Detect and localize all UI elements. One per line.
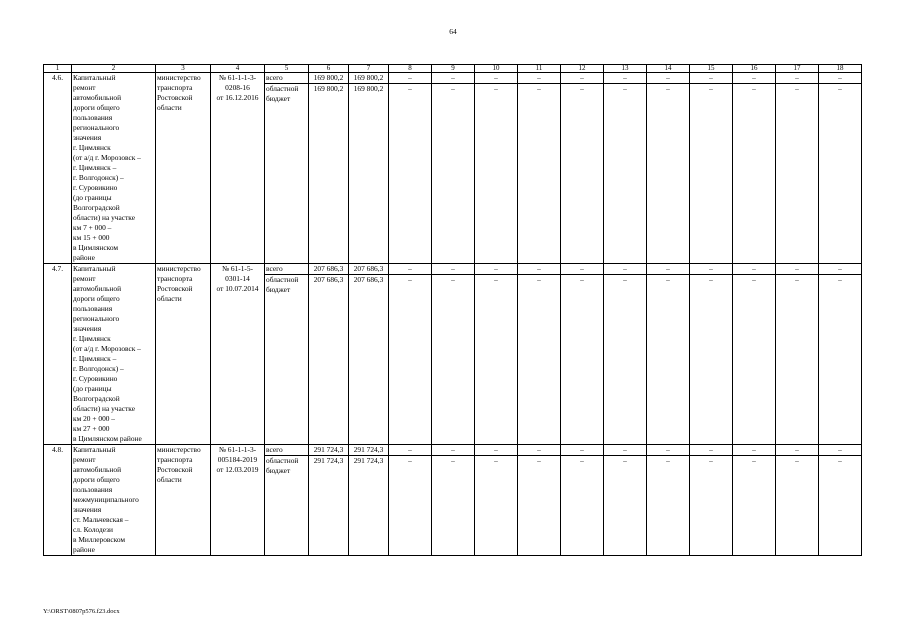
empty-value: – — [647, 84, 690, 264]
cell-line: № 61-1-1-3- — [218, 73, 257, 82]
cell-line: районе — [73, 253, 95, 262]
cell-line: межмуниципального — [73, 495, 139, 504]
empty-value: – — [604, 73, 647, 84]
cell-line: области) на участке — [73, 404, 135, 413]
empty-value: – — [604, 445, 647, 456]
cell-line: бюджет — [266, 285, 291, 294]
cell-line: автомобильной — [73, 465, 122, 474]
amount-v7: 291 724,3 — [349, 445, 389, 456]
empty-value: – — [432, 456, 475, 556]
empty-value: – — [389, 73, 432, 84]
empty-value: – — [561, 456, 604, 556]
empty-value: – — [819, 73, 862, 84]
cell-line: г. Суровикино — [73, 183, 118, 192]
table-row — [44, 73, 862, 84]
empty-value: – — [819, 84, 862, 264]
empty-value: – — [518, 275, 561, 445]
empty-value: – — [475, 445, 518, 456]
cell-line: км 20 + 000 – — [73, 414, 115, 423]
cell-line: ремонт — [73, 455, 96, 464]
empty-value: – — [776, 264, 819, 275]
amount-v6: 169 800,2 — [309, 84, 349, 264]
column-header-5: 5 — [265, 65, 309, 73]
empty-value: – — [518, 73, 561, 84]
cell-line: 0301-14 — [225, 274, 250, 283]
cell-line: транспорта — [157, 455, 193, 464]
empty-value: – — [604, 275, 647, 445]
empty-value: – — [819, 275, 862, 445]
empty-value: – — [561, 445, 604, 456]
cell-line: Капитальный — [73, 445, 116, 454]
empty-value: – — [389, 275, 432, 445]
empty-value: – — [819, 456, 862, 556]
cell-line: области — [157, 294, 182, 303]
cell-line: от 16.12.2016 — [216, 93, 259, 102]
column-header-6: 6 — [309, 65, 349, 73]
cell-line: в Цимлянском — [73, 243, 119, 252]
object-description — [72, 264, 156, 445]
cell-line: значения — [73, 324, 102, 333]
document-number — [211, 445, 265, 556]
cell-line: Капитальный — [73, 73, 116, 82]
empty-value: – — [604, 264, 647, 275]
column-header-14: 14 — [647, 65, 690, 73]
cell-line: пользования — [73, 485, 113, 494]
amount-v6: 291 724,3 — [309, 445, 349, 456]
cell-line: г. Цимлянск – — [73, 163, 117, 172]
cell-line: дороги общего — [73, 475, 120, 484]
funding-source: всего — [265, 264, 309, 275]
cell-line: автомобильной — [73, 284, 122, 293]
empty-value: – — [733, 73, 776, 84]
empty-value: – — [475, 275, 518, 445]
empty-value: – — [733, 84, 776, 264]
empty-value: – — [561, 264, 604, 275]
cell-line: регионального — [73, 123, 120, 132]
empty-value: – — [561, 84, 604, 264]
cell-line: Ростовской — [157, 465, 193, 474]
empty-value: – — [432, 445, 475, 456]
table-row — [44, 445, 862, 456]
amount-v7: 291 724,3 — [349, 456, 389, 556]
empty-value: – — [690, 445, 733, 456]
amount-v7: 207 686,3 — [349, 264, 389, 275]
cell-line: бюджет — [266, 466, 291, 475]
amount-v7: 169 800,2 — [349, 73, 389, 84]
empty-value: – — [647, 275, 690, 445]
empty-value: – — [776, 84, 819, 264]
empty-value: – — [475, 84, 518, 264]
empty-value: – — [604, 456, 647, 556]
footer-file-path: Y:\ORST\0807p576.f23.docx — [43, 608, 120, 615]
cell-line: г. Цимлянск – — [73, 354, 117, 363]
empty-value: – — [518, 264, 561, 275]
cell-line: в Миллеровском — [73, 535, 126, 544]
cell-line: Ростовской — [157, 284, 193, 293]
organization — [156, 264, 211, 445]
amount-v7: 169 800,2 — [349, 84, 389, 264]
table-body — [44, 73, 862, 556]
cell-line: бюджет — [266, 94, 291, 103]
cell-line: ремонт — [73, 83, 96, 92]
empty-value: – — [733, 456, 776, 556]
cell-line: Капитальный — [73, 264, 116, 273]
object-description — [72, 445, 156, 556]
object-description — [72, 73, 156, 264]
cell-line: № 61-1-5- — [221, 264, 254, 273]
cell-line: министерство — [157, 445, 201, 454]
funding-source: всего — [265, 445, 309, 456]
row-number: 4.8. — [44, 445, 72, 556]
cell-line: дороги общего — [73, 294, 120, 303]
amount-v6: 207 686,3 — [309, 264, 349, 275]
table-row — [44, 264, 862, 275]
empty-value: – — [432, 264, 475, 275]
empty-value: – — [475, 264, 518, 275]
header-row — [44, 65, 862, 73]
empty-value: – — [690, 456, 733, 556]
cell-line: министерство — [157, 73, 201, 82]
cell-line: г. Волгодонск) – — [73, 364, 124, 373]
funding-source — [265, 456, 309, 556]
column-header-1: 1 — [44, 65, 72, 73]
row-number: 4.7. — [44, 264, 72, 445]
empty-value: – — [561, 73, 604, 84]
amount-v6: 291 724,3 — [309, 456, 349, 556]
empty-value: – — [647, 73, 690, 84]
empty-value: – — [389, 84, 432, 264]
cell-line: (от а/д г. Морозовск – — [73, 344, 141, 353]
cell-line: г. Цимлянск — [73, 143, 111, 152]
cell-line: от 10.07.2014 — [216, 284, 259, 293]
column-header-12: 12 — [561, 65, 604, 73]
empty-value: – — [475, 73, 518, 84]
cell-line: регионального — [73, 314, 120, 323]
empty-value: – — [518, 456, 561, 556]
cell-line: (до границы — [73, 193, 112, 202]
cell-line: сл. Колодези — [73, 525, 113, 534]
amount-v7: 207 686,3 — [349, 275, 389, 445]
cell-line: км 7 + 000 – — [73, 223, 112, 232]
empty-value: – — [475, 456, 518, 556]
cell-line: областной — [266, 275, 299, 284]
column-header-13: 13 — [604, 65, 647, 73]
empty-value: – — [432, 275, 475, 445]
empty-value: – — [690, 264, 733, 275]
empty-value: – — [518, 445, 561, 456]
cell-line: г. Волгодонск) – — [73, 173, 124, 182]
document-number — [211, 73, 265, 264]
cell-line: транспорта — [157, 83, 193, 92]
empty-value: – — [690, 275, 733, 445]
empty-value: – — [733, 264, 776, 275]
empty-value: – — [819, 445, 862, 456]
column-header-7: 7 — [349, 65, 389, 73]
cell-line: ст. Мальчевская – — [73, 515, 129, 524]
column-header-3: 3 — [156, 65, 211, 73]
empty-value: – — [819, 264, 862, 275]
empty-value: – — [690, 84, 733, 264]
empty-value: – — [733, 445, 776, 456]
empty-value: – — [776, 73, 819, 84]
page-number: 64 — [449, 27, 457, 36]
funding-source: всего — [265, 73, 309, 84]
empty-value: – — [647, 445, 690, 456]
empty-value: – — [690, 73, 733, 84]
cell-line: Волгоградской — [73, 394, 120, 403]
column-header-8: 8 — [389, 65, 432, 73]
organization — [156, 445, 211, 556]
cell-line: пользования — [73, 304, 113, 313]
cell-line: 0208-16 — [225, 83, 250, 92]
cell-line: км 27 + 000 — [73, 424, 110, 433]
cell-line: транспорта — [157, 274, 193, 283]
empty-value: – — [389, 264, 432, 275]
empty-value: – — [647, 264, 690, 275]
cell-line: пользования — [73, 113, 113, 122]
column-header-17: 17 — [776, 65, 819, 73]
cell-line: от 12.03.2019 — [216, 465, 259, 474]
cell-line: министерство — [157, 264, 201, 273]
cell-line: 005184-2019 — [217, 455, 258, 464]
program-table — [43, 64, 862, 556]
amount-v6: 169 800,2 — [309, 73, 349, 84]
empty-value: – — [776, 445, 819, 456]
cell-line: областной — [266, 84, 299, 93]
cell-line: дороги общего — [73, 103, 120, 112]
empty-value: – — [776, 456, 819, 556]
empty-value: – — [432, 73, 475, 84]
organization — [156, 73, 211, 264]
empty-value: – — [389, 456, 432, 556]
column-header-15: 15 — [690, 65, 733, 73]
empty-value: – — [776, 275, 819, 445]
empty-value: – — [604, 84, 647, 264]
cell-line: г. Суровикино — [73, 374, 118, 383]
cell-line: областной — [266, 456, 299, 465]
cell-line: км 15 + 000 — [73, 233, 110, 242]
column-header-11: 11 — [518, 65, 561, 73]
cell-line: Волгоградской — [73, 203, 120, 212]
empty-value: – — [432, 84, 475, 264]
funding-source — [265, 84, 309, 264]
cell-line: г. Цимлянск — [73, 334, 111, 343]
cell-line: значения — [73, 133, 102, 142]
cell-line: области) на участке — [73, 213, 135, 222]
column-header-10: 10 — [475, 65, 518, 73]
cell-line: Ростовской — [157, 93, 193, 102]
column-header-2: 2 — [72, 65, 156, 73]
document-number — [211, 264, 265, 445]
empty-value: – — [647, 456, 690, 556]
funding-source — [265, 275, 309, 445]
empty-value: – — [733, 275, 776, 445]
column-header-4: 4 — [211, 65, 265, 73]
column-header-16: 16 — [733, 65, 776, 73]
column-header-18: 18 — [819, 65, 862, 73]
column-header-9: 9 — [432, 65, 475, 73]
cell-line: районе — [73, 545, 95, 554]
empty-value: – — [389, 445, 432, 456]
cell-line: в Цимлянском районе — [73, 434, 142, 443]
row-number: 4.6. — [44, 73, 72, 264]
amount-v6: 207 686,3 — [309, 275, 349, 445]
cell-line: значения — [73, 505, 102, 514]
cell-line: ремонт — [73, 274, 96, 283]
cell-line: автомобильной — [73, 93, 122, 102]
empty-value: – — [561, 275, 604, 445]
cell-line: области — [157, 475, 182, 484]
cell-line: № 61-1-1-3- — [218, 445, 257, 454]
cell-line: области — [157, 103, 182, 112]
cell-line: (до границы — [73, 384, 112, 393]
empty-value: – — [518, 84, 561, 264]
cell-line: (от а/д г. Морозовск – — [73, 153, 141, 162]
